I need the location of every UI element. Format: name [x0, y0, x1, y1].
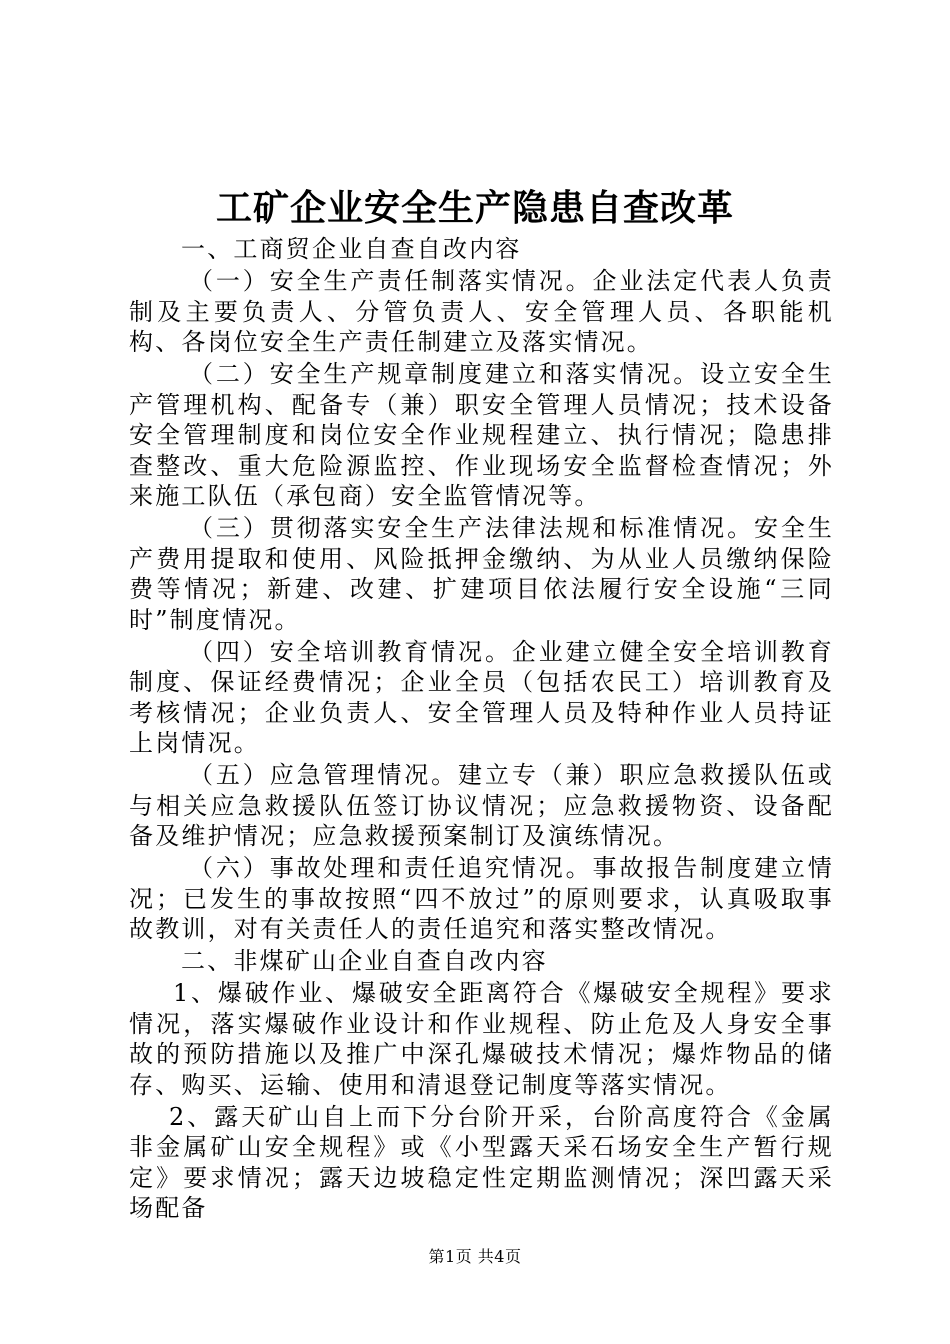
paragraph-num-2: 2、露天矿山自上而下分台阶开采，台阶高度符合《金属非金属矿山安全规程》或《小型露天采石场安全生产暂行规定》要求情况；露天边坡稳定性定期监测情况；深凹露天采场配备 — [129, 1102, 834, 1222]
paragraph-item-1: （一）安全生产责任制落实情况。企业法定代表人负责制及主要负责人、分管负责人、安全管理人员、各职能机构、各岗位安全生产责任制建立及落实情况。 — [129, 267, 834, 356]
page-number-footer: 第1页 共4页 — [428, 1247, 522, 1266]
paragraph-item-4: （四）安全培训教育情况。企业建立健全安全培训教育制度、保证经费情况；企业全员（包括农民工）培训教育及考核情况；企业负责人、安全管理人员及特种作业人员持证上岗情况。 — [129, 637, 834, 757]
document-body — [129, 234, 834, 1225]
paragraph-num-1: 1、爆破作业、爆破安全距离符合《爆破安全规程》要求情况，落实爆破作业设计和作业规程、防止危及人身安全事故的预防措施以及推广中深孔爆破技术情况；爆炸物品的储存、购买、运输、使用和清退登记制度等落实情况。 — [129, 979, 834, 1099]
paragraph-item-6: （六）事故处理和责任追究情况。事故报告制度建立情况；已发生的事故按照“四不放过”的原则要求，认真吸取事故教训，对有关责任人的责任追究和落实整改情况。 — [129, 854, 834, 943]
paragraph-item-5: （五）应急管理情况。建立专（兼）职应急救援队伍或与相关应急救援队伍签订协议情况；应急救援物资、设备配备及维护情况；应急救援预案制订及演练情况。 — [129, 761, 834, 850]
section-heading-1: 一、工商贸企业自查自改内容 — [181, 235, 522, 263]
paragraph-item-2: （二）安全生产规章制度建立和落实情况。设立安全生产管理机构、配备专（兼）职安全管理人员情况；技术设备安全管理制度和岗位安全作业规程建立、执行情况；隐患排查整改、重大危险源监控、作业现场安全监督检查情况；外来施工队伍（承包商）安全监管情况等。 — [129, 360, 834, 510]
document-title: 工矿企业安全生产隐患自查改革 — [215, 187, 734, 229]
section-heading-2: 二、非煤矿山企业自查自改内容 — [181, 947, 548, 975]
paragraph-item-3: （三）贯彻落实安全生产法律法规和标准情况。安全生产费用提取和使用、风险抵押金缴纳、为从业人员缴纳保险费等情况；新建、改建、扩建项目依法履行安全设施“三同时”制度情况。 — [129, 514, 834, 634]
